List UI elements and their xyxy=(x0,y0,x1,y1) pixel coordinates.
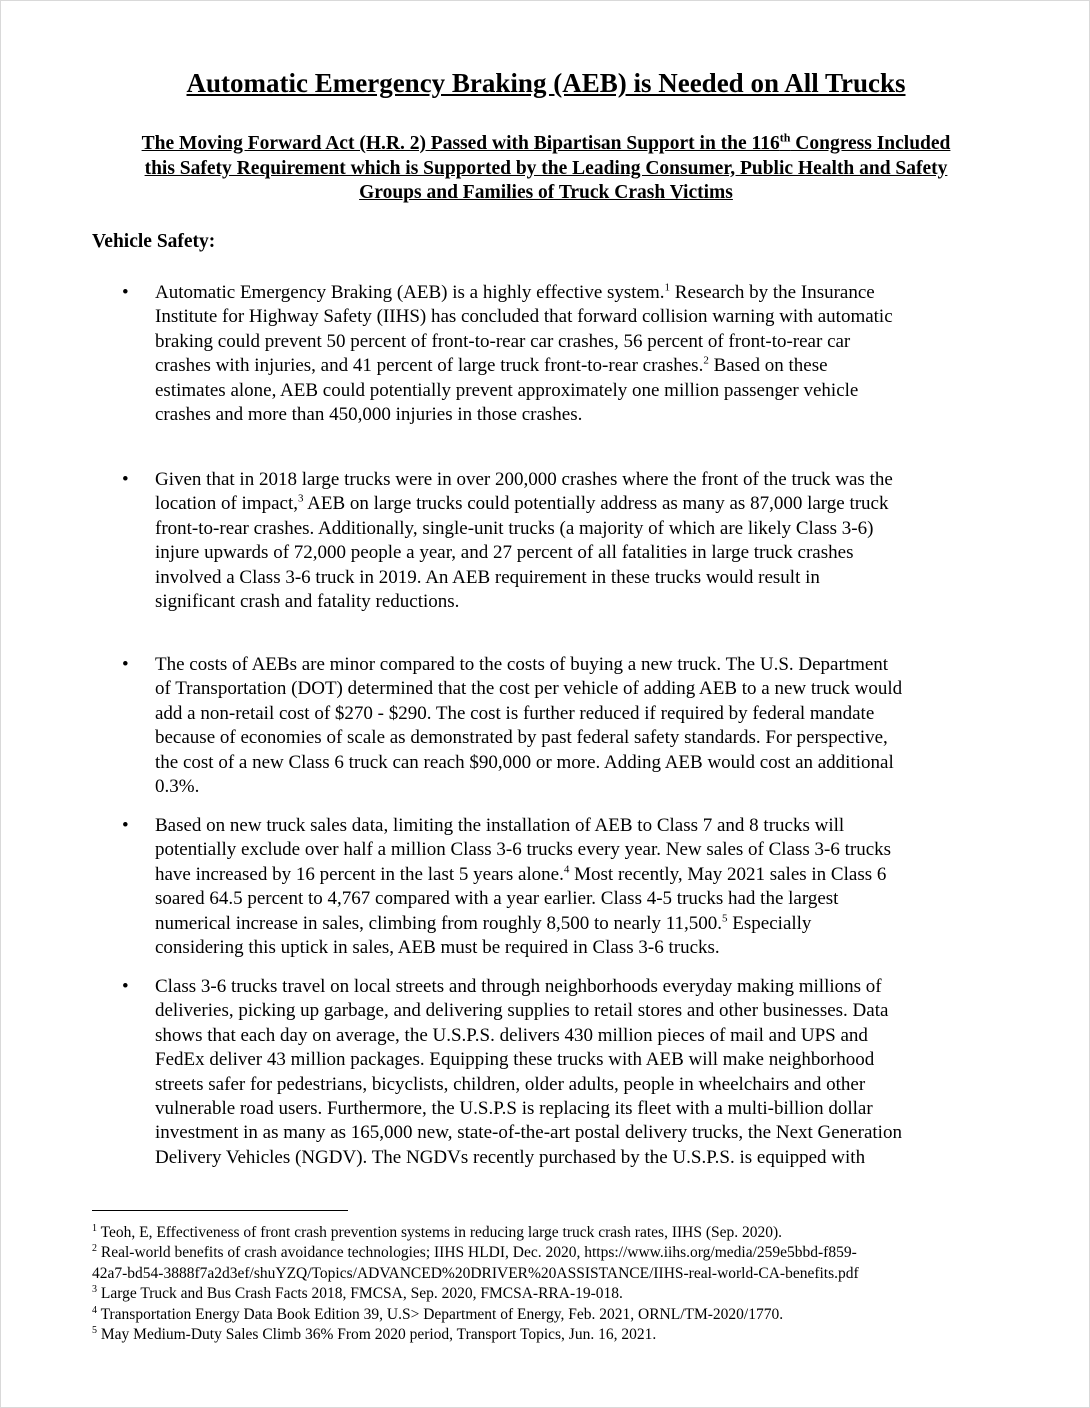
footnote-number: 3 xyxy=(92,1283,97,1295)
text-line: soared 64.5 percent to 4,767 compared with a year earlier. Class 4-5 trucks had the largest xyxy=(155,888,839,910)
text-line: because of economies of scale as demonstrated by past federal safety standards. For perspective, xyxy=(155,727,888,749)
text-line: vulnerable road users. Furthermore, the U.S.P.S is replacing its fleet with a multi-billion dollar xyxy=(155,1098,873,1120)
footnote-number: 2 xyxy=(92,1242,97,1254)
footnote-ref: 1 xyxy=(664,281,671,294)
text-line: involved a Class 3-6 truck in 2019. An AEB requirement in these trucks would result in xyxy=(155,566,820,588)
text-line: numerical increase in sales, climbing from roughly 8,500 to nearly 11,500.$^5$ Especially xyxy=(155,912,812,934)
text-line: deliveries, picking up garbage, and delivering supplies to retail stores and other businesses. Data xyxy=(155,1000,889,1022)
footnote-ref: 5 xyxy=(722,912,728,925)
text-line: location of impact,$^3$ AEB on large trucks could potentially address as many as 87,000 large truck xyxy=(155,493,889,515)
bullet-icon: • xyxy=(122,469,129,490)
text-line: estimates alone, AEB could potentially prevent approximately one million passenger vehicle xyxy=(155,379,859,401)
footnote-ref: 4 xyxy=(563,863,570,876)
text-line: injure upwards of 72,000 people a year, and 27 percent of all fatalities in large truck crashes xyxy=(155,542,854,564)
subtitle-line-1: The Moving Forward Act (H.R. 2) Passed with Bipartisan Support in the 116th Congress Included xyxy=(141,130,951,154)
text-line: of Transportation (DOT) determined that the cost per vehicle of adding AEB to a new truck would xyxy=(155,678,903,700)
bullet-paragraph-3 xyxy=(155,653,1005,799)
bullet-icon: • xyxy=(122,282,129,303)
bullet-icon: • xyxy=(122,976,129,997)
footnote-2-continued: 42a7-bd54-3888f7a2d3ef/shuYZQ/Topics/ADVANCED%20DRIVER%20ASSISTANCE/IIHS-real-world-CA-benefits.pdf xyxy=(92,1265,859,1282)
text-line: shows that each day on average, the U.S.P.S. delivers 430 million pieces of mail and UPS and xyxy=(155,1024,868,1046)
text-line: the cost of a new Class 6 truck can reach $90,000 or more. Adding AEB would cost an additional xyxy=(155,751,894,773)
bullet-paragraph-5 xyxy=(155,975,1005,1170)
section-heading: Vehicle Safety: xyxy=(92,231,216,252)
text-line: FedEx deliver 43 million packages. Equipping these trucks with AEB will make neighborhood xyxy=(155,1049,875,1071)
text-line: Institute for Highway Safety (IIHS) has concluded that forward collision warning with automatic xyxy=(155,306,893,328)
footnote-2: $^2$ Real-world benefits of crash avoidance technologies; IIHS HLDI, Dec. 2020, https://www.iihs.org/media/259e5bbd-f859- xyxy=(92,1242,857,1261)
footnote-number: 5 xyxy=(92,1324,97,1336)
text-line: Given that in 2018 large trucks were in over 200,000 crashes where the front of the truck was the xyxy=(155,469,893,490)
text-line: considering this uptick in sales, AEB must be required in Class 3-6 trucks. xyxy=(155,937,720,959)
text-line: significant crash and fatality reductions. xyxy=(155,591,460,613)
footnote-3: $^3$ Large Truck and Bus Crash Facts 2018, FMCSA, Sep. 2020, FMCSA-RRA-19-018. xyxy=(92,1283,623,1302)
text-line: add a non-retail cost of $270 - $290. The cost is further reduced if required by federal mandate xyxy=(155,702,875,724)
text-line: braking could prevent 50 percent of front-to-rear car crashes, 56 percent of front-to-rear car xyxy=(155,330,851,352)
footnote-5: $^5$ May Medium-Duty Sales Climb 36% From 2020 period, Transport Topics, Jun. 16, 2021. xyxy=(92,1324,657,1343)
text-line: investment in as many as 165,000 new, state-of-the-art postal delivery trucks, the Next Generation xyxy=(155,1122,902,1144)
footnote-ref: 2 xyxy=(703,354,709,367)
bullet-icon: • xyxy=(122,815,129,836)
text-line: Class 3-6 trucks travel on local streets and through neighborhoods everyday making millions of xyxy=(155,976,882,997)
text-line: have increased by 16 percent in the last 5 years alone.$^4$ Most recently, May 2021 sales in Class 6 xyxy=(155,863,887,885)
bullet-paragraph-2 xyxy=(155,468,1005,614)
text-line: potentially exclude over half a million Class 3-6 trucks every year. New sales of Class 3-6 trucks xyxy=(155,839,892,861)
bullet-paragraph-4 xyxy=(155,814,1005,960)
footnote-ref: 3 xyxy=(297,493,304,506)
text-line: Delivery Vehicles (NGDV). The NGDVs recently purchased by the U.S.P.S. is equipped with xyxy=(155,1146,866,1168)
bullet-icon: • xyxy=(122,654,129,675)
text-line: crashes with injuries, and 41 percent of large truck front-to-rear crashes.$^2$ Based on these xyxy=(155,354,828,377)
footnote-number: 4 xyxy=(92,1304,97,1316)
footnote-number: 1 xyxy=(92,1222,97,1234)
text-line: crashes and more than 450,000 injuries in those crashes. xyxy=(155,404,583,426)
text-line: front-to-rear crashes. Additionally, single-unit trucks (a majority of which are likely Class 3-6) xyxy=(155,517,874,539)
bullet-paragraph-1 xyxy=(155,281,1005,427)
page-subtitle xyxy=(81,132,1011,206)
footnote-separator xyxy=(92,1210,348,1211)
subtitle-line-3: Groups and Families of Truck Crash Victims xyxy=(359,182,733,203)
subtitle-line-2: this Safety Requirement which is Supported by the Leading Consumer, Public Health and Safety xyxy=(144,157,948,179)
page-title: Automatic Emergency Braking (AEB) is Needed on All Trucks xyxy=(186,68,906,98)
text-line: streets safer for pedestrians, bicyclists, children, older adults, people in wheelchairs and other xyxy=(155,1073,866,1095)
text-line: The costs of AEBs are minor compared to the costs of buying a new truck. The U.S. Department xyxy=(155,654,889,675)
footnote-1: $^1$ Teoh, E, Effectiveness of front crash prevention systems in reducing large truck crash rates, IIHS (Sep. 2020). xyxy=(92,1222,783,1241)
text-line: Based on new truck sales data, limiting the installation of AEB to Class 7 and 8 trucks will xyxy=(155,815,845,836)
text-line: Automatic Emergency Braking (AEB) is a highly effective system.$^1$ Research by the Insurance xyxy=(155,281,875,303)
footnote-4: $^4$ Transportation Energy Data Book Edition 39, U.S> Department of Energy, Feb. 2021, ORNL/TM-2020/1770. xyxy=(92,1304,784,1323)
ordinal-suffix: th xyxy=(779,130,791,145)
text-line: 0.3%. xyxy=(155,776,200,798)
